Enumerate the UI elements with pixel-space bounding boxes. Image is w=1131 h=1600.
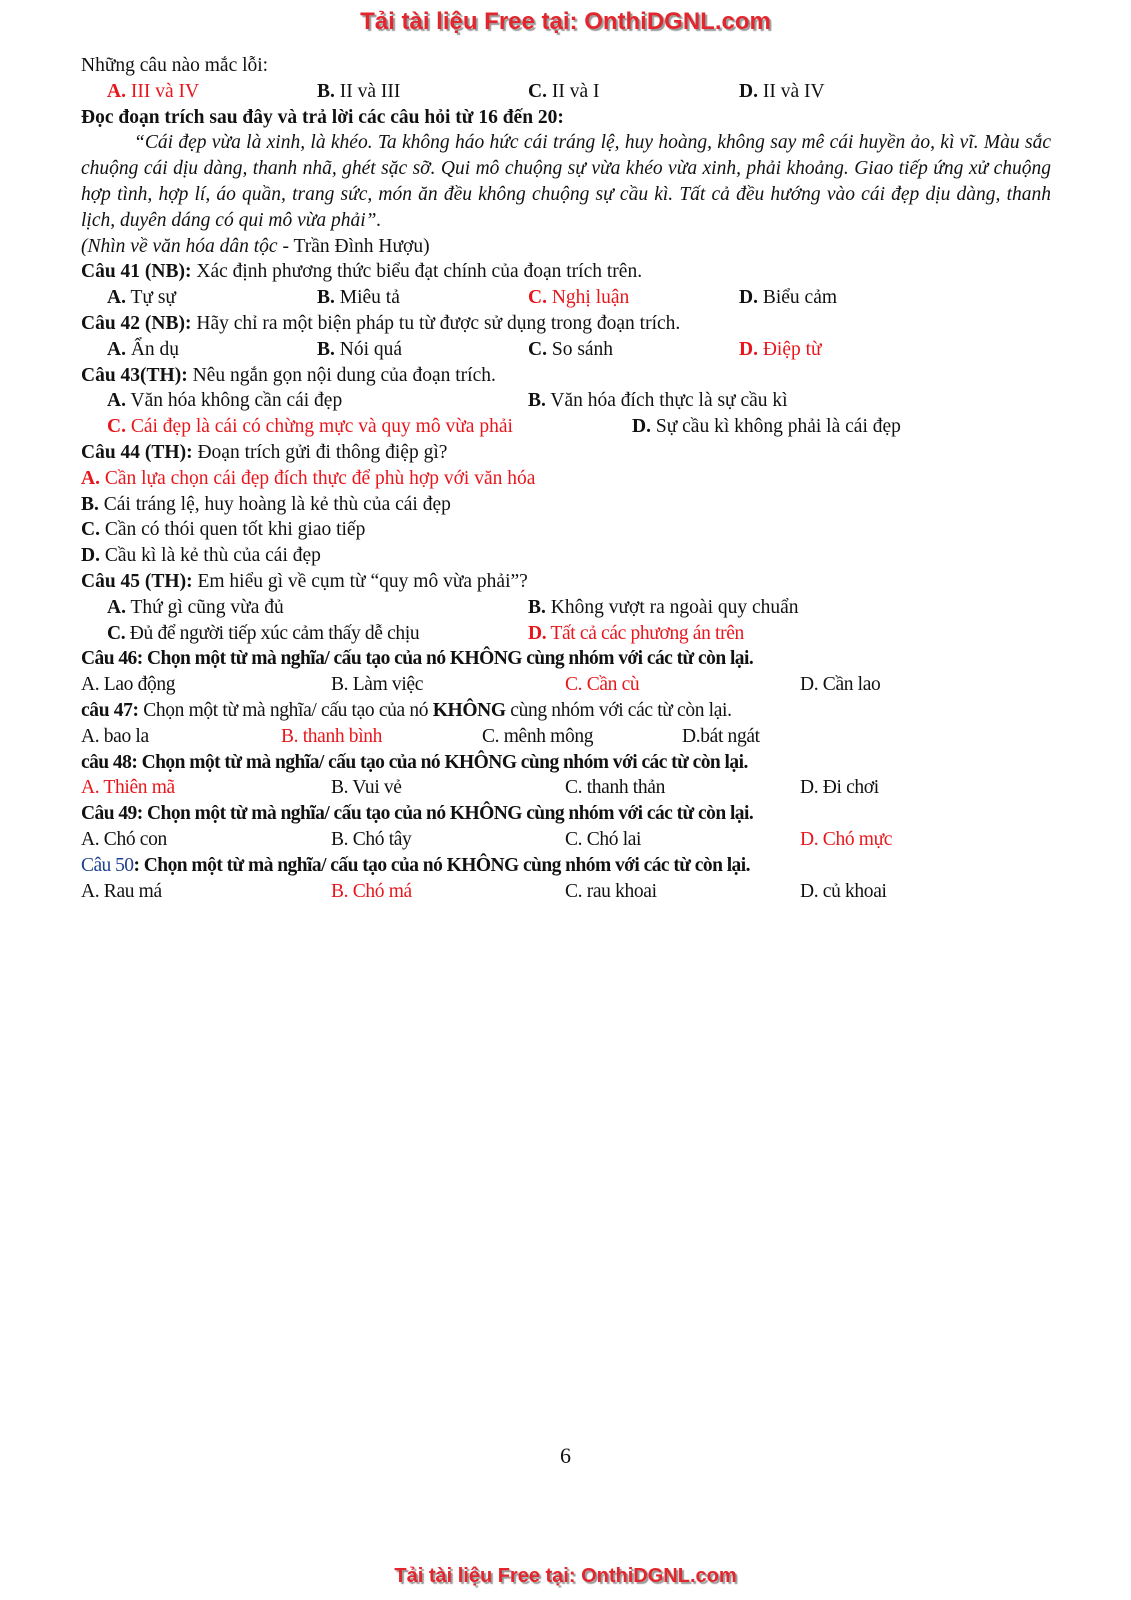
option-c: C. Cần có thói quen tốt khi giao tiếp <box>81 519 366 541</box>
option-b: B. II và III <box>317 80 401 102</box>
question-49: Câu 49: Chọn một từ mà nghĩa/ cấu tạo của nó KHÔNG cùng nhóm với các từ còn lại. <box>81 803 754 825</box>
option-row <box>81 879 1051 905</box>
option-a: A. Văn hóa không cần cái đẹp <box>107 390 343 412</box>
option-c: C. mênh mông <box>482 725 594 747</box>
header-download-banner: Tải tài liệu Free tại: OnthiDGNL.com <box>360 8 771 35</box>
option-a: A. Lao động <box>81 674 176 696</box>
option-d: D. Cần lao <box>800 674 881 696</box>
option-row <box>81 414 1051 440</box>
option-d: D. Đi chơi <box>800 777 879 799</box>
question-45: Câu 45 (TH): Em hiểu gì về cụm từ “quy mô vừa phải”? <box>81 570 528 592</box>
option-row <box>81 827 1051 853</box>
option-d-correct: D. Tất cả các phương án trên <box>528 622 744 644</box>
question-43: Câu 43(TH): Nêu ngắn gọn nội dung của đoạn trích. <box>81 364 496 386</box>
option-b: B. Văn hóa đích thực là sự cầu kì <box>528 390 788 412</box>
option-d: D.bát ngát <box>682 725 760 747</box>
option-row <box>81 388 1051 414</box>
exam-page-content <box>81 53 1051 904</box>
option-row <box>81 775 1051 801</box>
passage-source: (Nhìn về văn hóa dân tộc - Trần Đình Hượu) <box>81 235 430 257</box>
option-d: D. Sự cầu kì không phải là cái đẹp <box>632 416 901 438</box>
option-b-correct: B. Chó má <box>331 880 412 902</box>
option-row <box>81 672 1051 698</box>
option-a-correct: A. Thiên mã <box>81 777 175 799</box>
option-c: C. rau khoai <box>565 880 657 902</box>
option-row <box>81 79 1051 105</box>
question-46: Câu 46: Chọn một từ mà nghĩa/ cấu tạo của nó KHÔNG cùng nhóm với các từ còn lại. <box>81 648 754 670</box>
page-number: 6 <box>560 1443 571 1468</box>
question-47: câu 47: Chọn một từ mà nghĩa/ cấu tạo của nó KHÔNG cùng nhóm với các từ còn lại. <box>81 699 732 721</box>
option-b: B. Cái tráng lệ, huy hoàng là kẻ thù của cái đẹp <box>81 493 451 515</box>
option-c: C. Chó lai <box>565 828 642 850</box>
option-d: D. Biểu cảm <box>739 287 838 309</box>
option-b: B. Chó tây <box>331 828 412 850</box>
option-b: B. Miêu tả <box>317 287 400 309</box>
option-b: B. Vui vẻ <box>331 777 402 799</box>
question-48: câu 48: Chọn một từ mà nghĩa/ cấu tạo của nó KHÔNG cùng nhóm với các từ còn lại. <box>81 751 748 773</box>
reading-passage: “Cái đẹp vừa là xinh, là khéo. Ta không háo hức cái tráng lệ, huy hoàng, không say mê cái huyền ảo, kì vĩ. Màu sắc chuộng cái dịu dàng, thanh nhã, ghét sặc sỡ. Qui mô chuộng sự vừa khéo vừa xinh, phải khoảng. Giao tiếp ứng xử chuộng hợp tình, hợp lí, áo quần, trang sức, món ăn đều không chuộng sự cầu kì. Tất cả đều hướng vào cái đẹp dịu dàng, thanh lịch, duyên dáng có qui mô vừa phải”. <box>81 132 1051 231</box>
question-41: Câu 41 (NB): Xác định phương thức biểu đạt chính của đoạn trích trên. <box>81 261 643 283</box>
question-stem: Những câu nào mắc lỗi: <box>81 55 269 76</box>
option-row <box>81 595 1051 621</box>
option-a: A. Rau má <box>81 880 162 902</box>
option-c: C. II và I <box>528 80 600 102</box>
option-a: A. Thứ gì cũng vừa đủ <box>107 596 284 618</box>
option-b: B. Không vượt ra ngoài quy chuẩn <box>528 596 799 618</box>
option-row <box>81 337 1051 363</box>
reading-instruction: Đọc đoạn trích sau đây và trả lời các câu hỏi từ 16 đến 20: <box>81 106 564 128</box>
option-a: A. Chó con <box>81 828 167 850</box>
option-row <box>81 724 1051 750</box>
option-a: A. Tự sự <box>107 287 177 309</box>
question-42: Câu 42 (NB): Hãy chỉ ra một biện pháp tu từ được sử dụng trong đoạn trích. <box>81 312 681 334</box>
question-44: Câu 44 (TH): Đoạn trích gửi đi thông điệp gì? <box>81 441 448 463</box>
option-d-correct: D. Chó mực <box>800 828 893 850</box>
option-b: B. Làm việc <box>331 674 423 696</box>
question-50: Câu 50: Chọn một từ mà nghĩa/ cấu tạo của nó KHÔNG cùng nhóm với các từ còn lại. <box>81 854 750 876</box>
option-c: C. Đủ để người tiếp xúc cảm thấy dễ chịu <box>107 622 420 644</box>
option-a: A. Ẩn dụ <box>107 338 180 360</box>
option-a-correct: A. III và IV <box>107 80 200 102</box>
option-d-correct: D. Điệp từ <box>739 338 822 360</box>
option-b-correct: B. thanh bình <box>281 725 383 747</box>
option-a-correct: A. Cần lựa chọn cái đẹp đích thực để phù hợp với văn hóa <box>81 467 536 489</box>
option-c-correct: C. Nghị luận <box>528 287 630 309</box>
option-c-correct: C. Cái đẹp là cái có chừng mực và quy mô vừa phải <box>107 416 513 438</box>
option-d: D. củ khoai <box>800 880 887 902</box>
option-row <box>81 285 1051 311</box>
option-a: A. bao la <box>81 725 149 747</box>
option-row <box>81 621 1051 647</box>
option-c: C. thanh thản <box>565 777 665 799</box>
option-b: B. Nói quá <box>317 338 403 360</box>
option-d: D. II và IV <box>739 80 825 102</box>
footer-download-banner: Tải tài liệu Free tại: OnthiDGNL.com <box>394 1565 737 1587</box>
option-c-correct: C. Cần cù <box>565 674 640 696</box>
option-c: C. So sánh <box>528 338 614 360</box>
option-d: D. Cầu kì là kẻ thù của cái đẹp <box>81 545 321 567</box>
